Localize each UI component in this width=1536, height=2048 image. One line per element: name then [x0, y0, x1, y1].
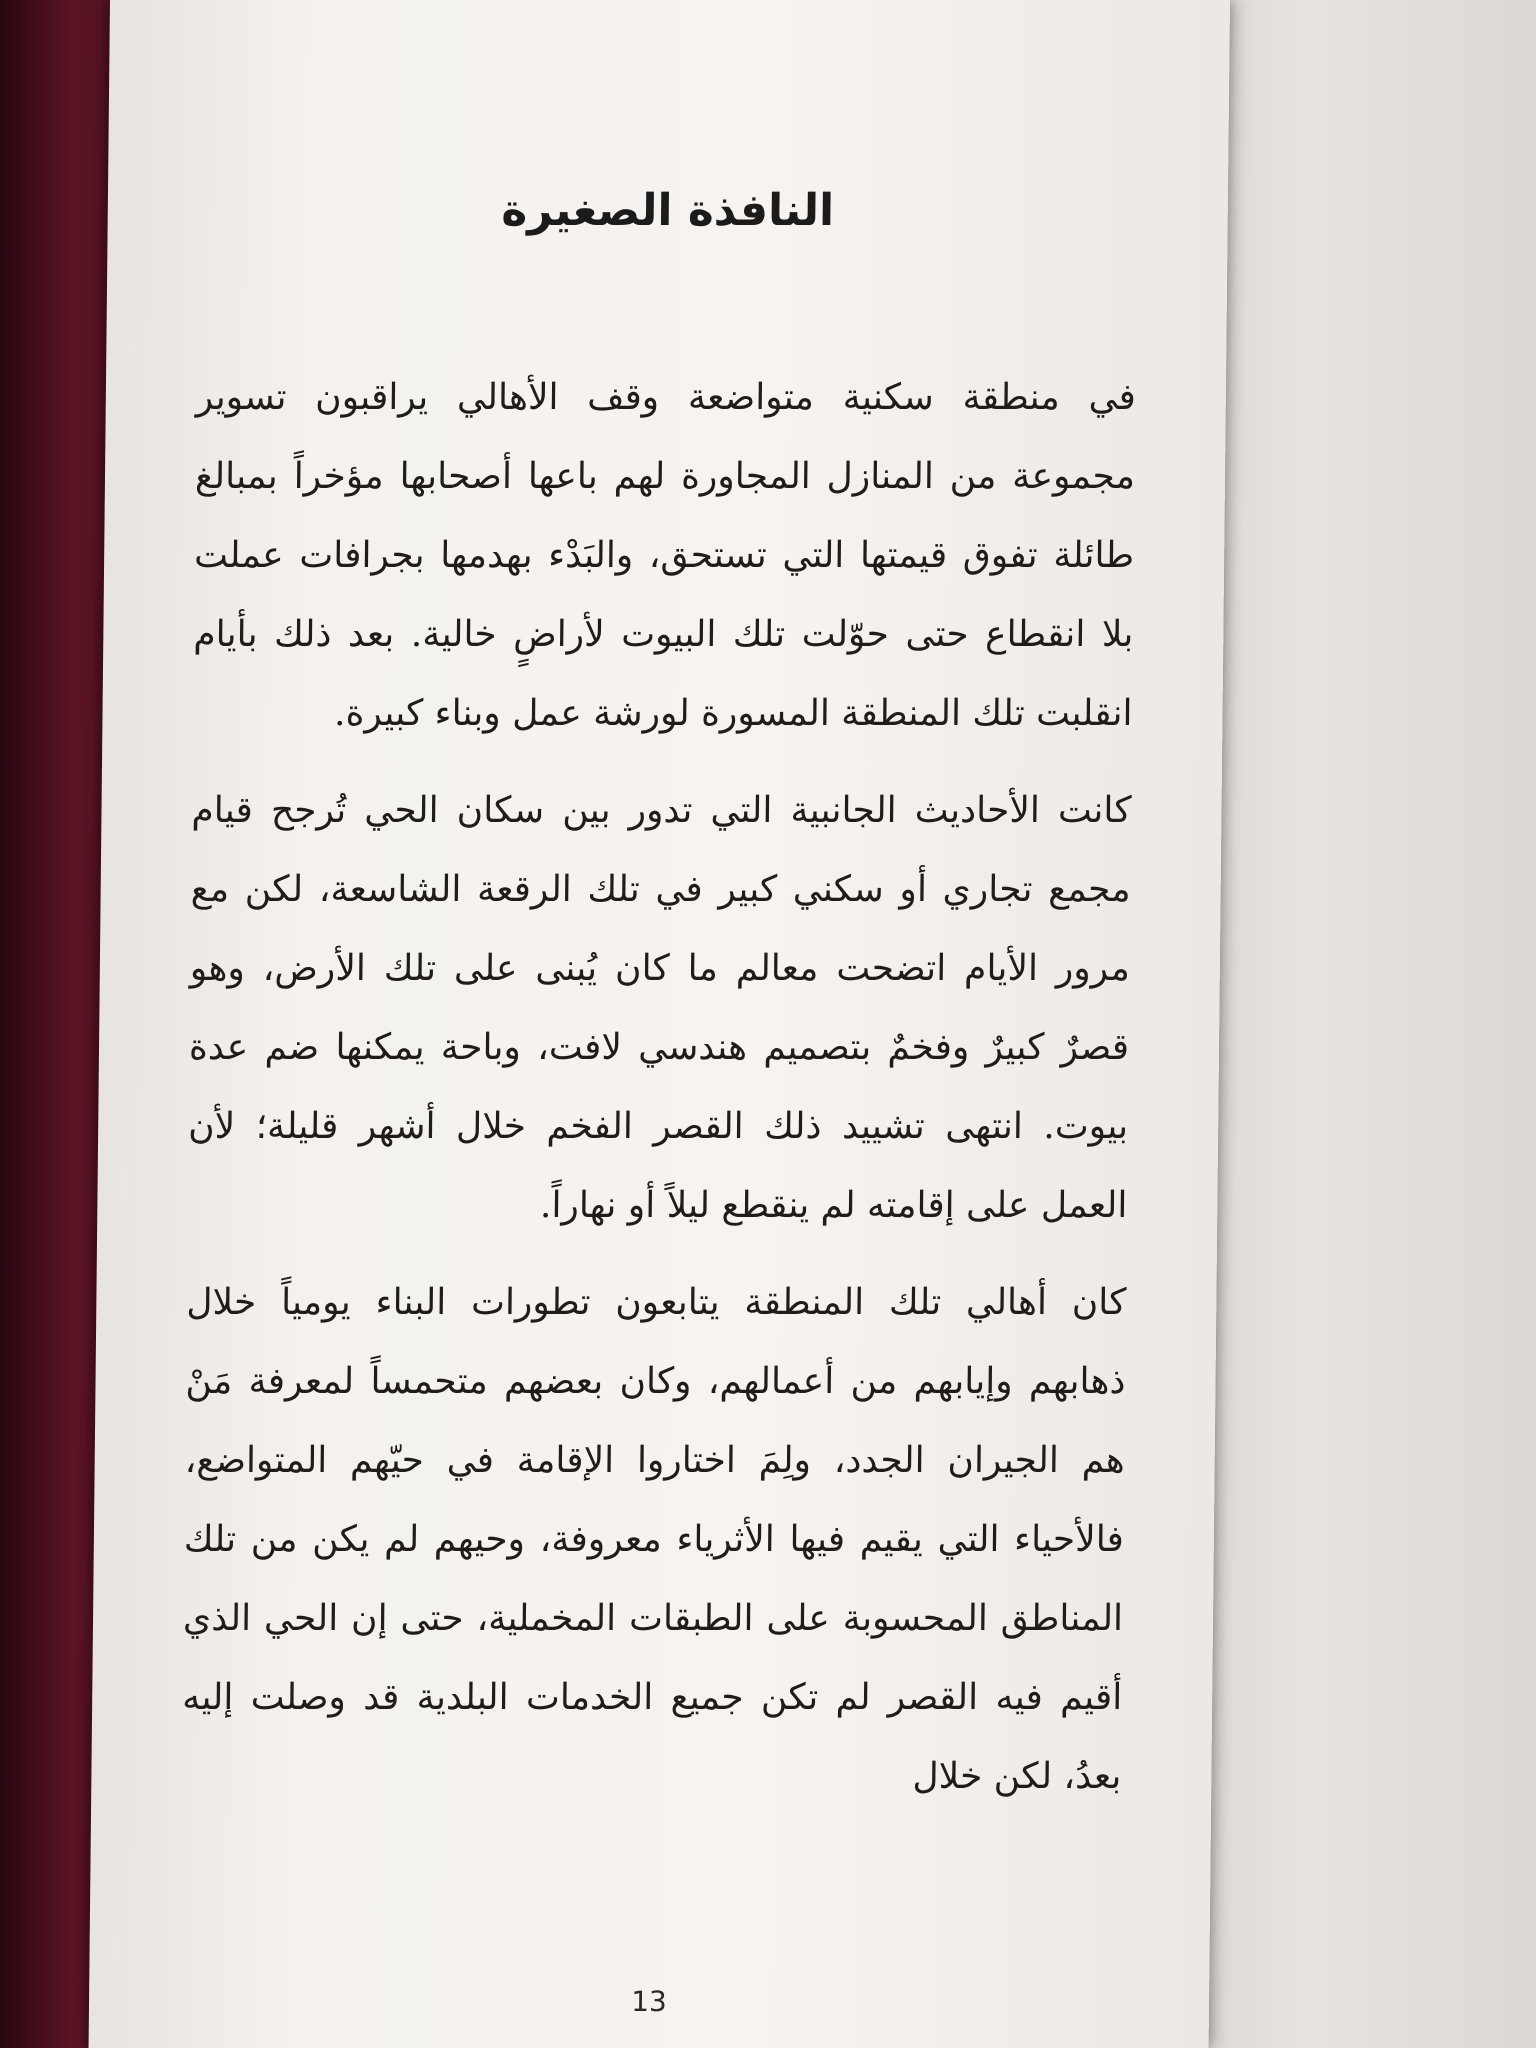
paragraph-1: في منطقة سكنية متواضعة وقف الأهالي يراقبون تسوير مجموعة من المنازل المجاورة لهم باعها أصحابها مؤخراً بمبالغ طائلة تفوق قيمتها التي تستحق، والبَدْء بهدمها بجرافات عملت بلا انقطاع حتى حوّلت تلك البيوت لأراضٍ خالية. بعد ذلك بأيام انقلبت تلك المنطقة المسورة لورشة عمل وبناء كبيرة. — [193, 377, 1137, 734]
paragraph-3: كان أهالي تلك المنطقة يتابعون تطورات البناء يومياً خلال ذهابهم وإيابهم من أعمالهم، وكان بعضهم متحمساً لمعرفة مَنْ هم الجيران الجدد، ولِمَ اختاروا الإقامة في حيّهم المتواضع، فالأحياء التي يقيم فيها الأثرياء معروفة، وحيهم لم يكن من تلك المناطق المحسوبة على الطبقات المخملية، حتى إن الحي الذي أقيم فيه القصر لم تكن جميع الخدمات البلدية قد وصلت إليه بعدُ، لكن خلال — [182, 1282, 1127, 1797]
paragraph-2: كانت الأحاديث الجانبية التي تدور بين سكان الحي تُرجح قيام مجمع تجاري أو سكني كبير في تلك الرقعة الشاسعة، لكن مع مرور الأيام اتضحت معالم ما كان يُبنى على تلك الأرض، وهو قصرٌ كبيرٌ وفخمٌ بتصميم هندسي لافت، وباحة يمكنها ضم عدة بيوت. انتهى تشييد ذلك القصر الفخم خلال أشهر قليلة؛ لأن العمل على إقامته لم ينقطع ليلاً أو نهاراً. — [187, 790, 1132, 1226]
page-text-block — [181, 185, 1138, 1834]
chapter-title: النافذة الصغيرة — [501, 185, 835, 236]
book-page — [89, 0, 1230, 2048]
page-number: 13 — [631, 1985, 668, 2018]
